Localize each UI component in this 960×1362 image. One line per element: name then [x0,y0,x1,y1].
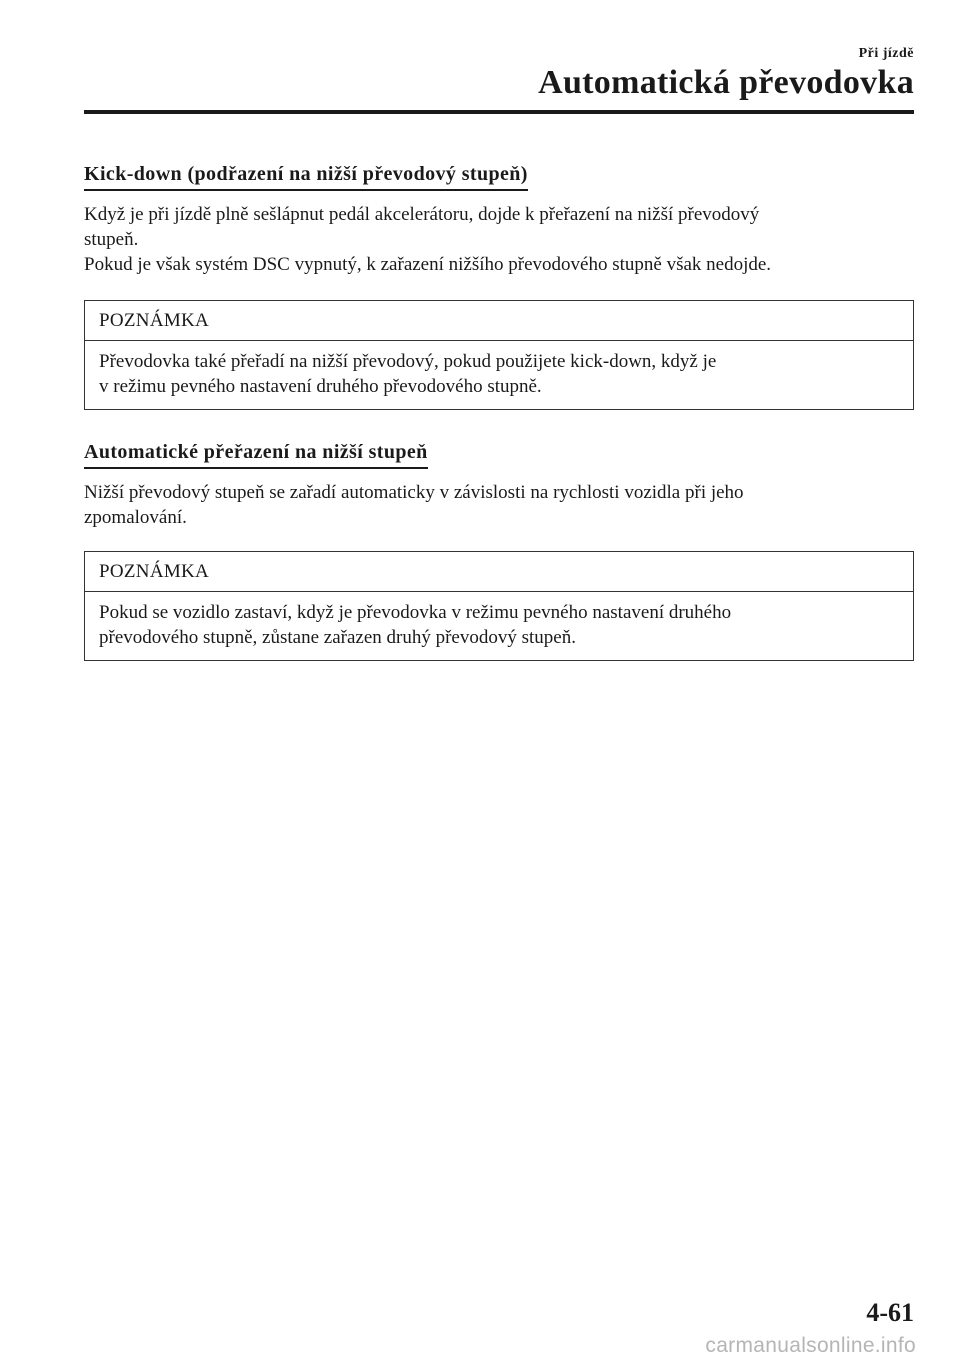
body-line: Nižší převodový stupeň se zařadí automaticky v závislosti na rychlosti vozidla při jeho [84,482,744,503]
note-line: Převodovka také přeřadí na nižší převodový, pokud použijete kick-down, když je [99,351,717,372]
note-box-kick-down [84,300,914,410]
section-heading-auto-downshift: Automatické přeřazení na nižší stupeň [84,441,428,469]
body-line: zpomalování. [84,507,187,528]
section-heading-kick-down: Kick-down (podřazení na nižší převodový stupeň) [84,163,528,191]
body-line: Když je při jízdě plně sešlápnut pedál akcelerátoru, dojde k přeřazení na nižší převodový [84,204,760,225]
note-text [85,592,913,660]
note-line: převodového stupně, zůstane zařazen druhý převodový stupeň. [99,627,576,648]
watermark-text: carmanualsonline.info [705,1334,916,1357]
note-text [85,341,913,409]
section-body-kick-down [84,202,914,277]
body-line: Pokud je však systém DSC vypnutý, k zařazení nižšího převodového stupně však nedojde. [84,254,772,275]
section-body-auto-downshift [84,480,914,530]
page-number: 4-61 [866,1298,914,1327]
note-title: POZNÁMKA [85,301,913,341]
running-header-section: Při jízdě [858,46,914,61]
note-line: v režimu pevného nastavení druhého převodového stupně. [99,376,542,397]
note-title: POZNÁMKA [85,552,913,592]
note-line: Pokud se vozidlo zastaví, když je převodovka v režimu pevného nastavení druhého [99,602,732,623]
page-title: Automatická převodovka [538,64,914,101]
body-line: stupeň. [84,229,139,250]
header-divider [84,110,914,114]
note-box-auto-downshift [84,551,914,661]
